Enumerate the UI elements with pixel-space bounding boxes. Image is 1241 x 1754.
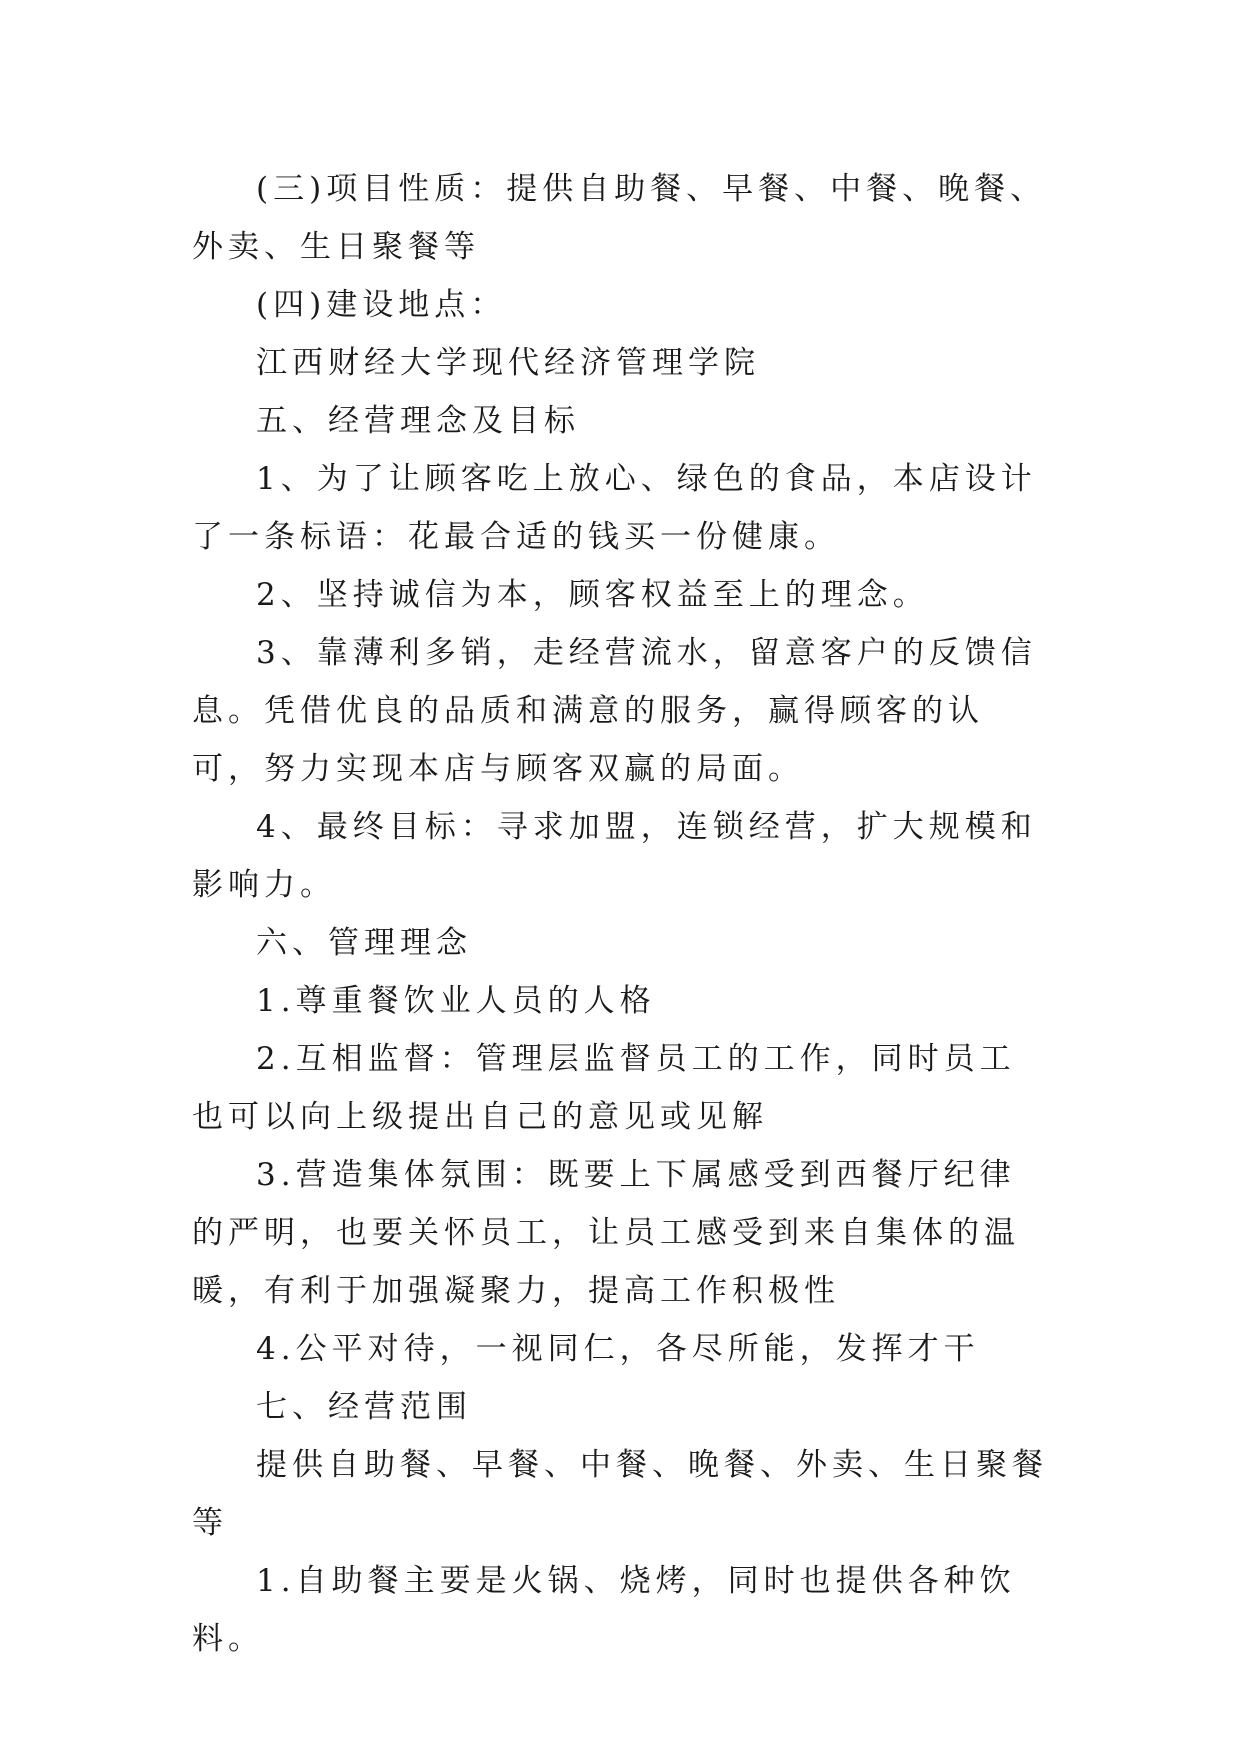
paragraph-item: 4.公平对待，一视同仁，各尽所能，发挥才干 [256, 1331, 980, 1367]
paragraph-item: 1.自助餐主要是火锅、烧烤，同时也提供各种饮料。 [192, 1563, 1016, 1657]
paragraph-item: 1、为了让顾客吃上放心、绿色的食品，本店设计了一条标语：花最合适的钱买一份健康。 [192, 461, 1037, 555]
paragraph-location-heading: (四)建设地点： [256, 287, 507, 323]
document-body [192, 160, 1050, 1668]
paragraph-item: 3.营造集体氛围：既要上下属感受到西餐厅纪律的严明，也要关怀员工，让员工感受到来自集体的温暖，有利于加强凝聚力，提高工作积极性 [192, 1157, 1020, 1309]
paragraph-item: 2.互相监督：管理层监督员工的工作，同时员工也可以向上级提出自己的意见或见解 [192, 1041, 1016, 1135]
paragraph-project-nature: (三)项目性质：提供自助餐、早餐、中餐、晚餐、外卖、生日聚餐等 [192, 171, 1047, 265]
paragraph-item: 1.尊重餐饮业人员的人格 [256, 983, 656, 1019]
paragraph-scope: 提供自助餐、早餐、中餐、晚餐、外卖、生日聚餐等 [192, 1447, 1048, 1541]
paragraph-item: 4、最终目标：寻求加盟，连锁经营，扩大规模和影响力。 [192, 809, 1037, 903]
section-heading-management-philosophy: 六、管理理念 [256, 925, 472, 961]
paragraph-item: 2、坚持诚信为本，顾客权益至上的理念。 [256, 577, 929, 613]
paragraph-item: 3、靠薄利多销，走经营流水，留意客户的反馈信息。凭借优良的品质和满意的服务，赢得顾客的认可，努力实现本店与顾客双赢的局面。 [192, 635, 1037, 787]
section-heading-business-scope: 七、经营范围 [256, 1389, 472, 1425]
section-heading-business-philosophy: 五、经营理念及目标 [256, 403, 580, 439]
paragraph-location: 江西财经大学现代经济管理学院 [256, 345, 760, 381]
